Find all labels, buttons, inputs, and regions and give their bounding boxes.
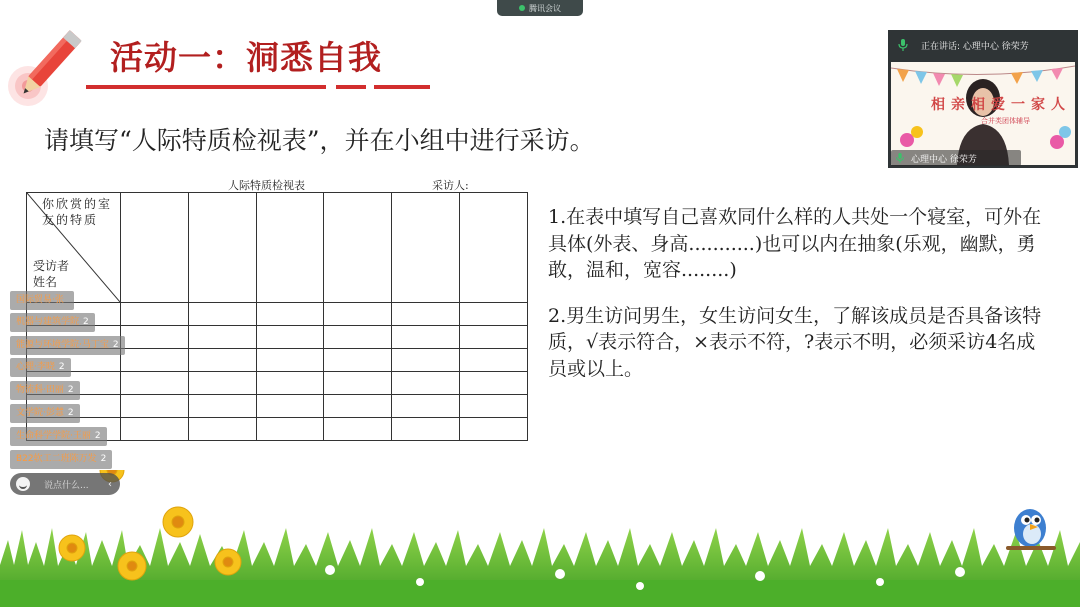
header-trait-label: 你欣赏的室友的特质	[42, 197, 113, 227]
chat-sender: 文学院·彭慧	[16, 408, 64, 418]
table-cell[interactable]	[188, 303, 256, 326]
chat-message	[10, 404, 80, 423]
table-cell[interactable]	[392, 326, 460, 349]
chevron-left-icon[interactable]: ‹	[108, 478, 112, 490]
chat-count: 2	[67, 408, 74, 418]
interviewer-label: 采访人:	[432, 179, 469, 192]
table-cell[interactable]	[392, 418, 460, 441]
chat-sender: 心理·李晓	[16, 362, 55, 372]
chat-count: 2	[94, 431, 101, 441]
chat-sender: 能源与环境学院·马丁宝	[16, 340, 109, 350]
table-cell[interactable]	[256, 418, 324, 441]
slide-title: 活动一：洞悉自我	[110, 38, 382, 77]
table-cell[interactable]	[324, 193, 392, 303]
table-cell[interactable]	[392, 395, 460, 418]
chat-message	[10, 427, 107, 446]
chat-count: 2	[112, 340, 119, 350]
table-cell[interactable]	[324, 372, 392, 395]
chat-count: 2	[83, 317, 89, 327]
meeting-app-tag[interactable]	[497, 0, 583, 16]
table-cell[interactable]	[460, 349, 528, 372]
instruction-notes	[548, 204, 1043, 382]
chat-message	[10, 358, 71, 377]
table-cell[interactable]	[256, 193, 324, 303]
table-cell[interactable]	[121, 193, 189, 303]
chat-sender: 生命科学学院·王丽	[16, 431, 91, 441]
table-row	[27, 303, 528, 326]
table-cell[interactable]	[121, 395, 189, 418]
chat-count: 2	[58, 362, 65, 372]
table-cell[interactable]	[188, 326, 256, 349]
table-cell[interactable]	[188, 372, 256, 395]
table-caption: 人际特质检视表	[228, 179, 305, 192]
banner-subtitle: 合并类团体辅导	[981, 117, 1030, 125]
table-row	[27, 372, 528, 395]
chat-sender: B22软工二班陈万发	[16, 454, 97, 464]
note-1: 1.在表中填写自己喜欢同什么样的人共处一个寝室，可外在具体(外表、身高...........)也可以内在抽象(乐观，幽默，勇敢，温和，宽容........)	[548, 206, 1042, 281]
pencil-icon	[6, 18, 92, 108]
meeting-app-name: 腾讯会议	[529, 3, 561, 13]
table-cell[interactable]	[324, 349, 392, 372]
chat-input-box[interactable]	[10, 473, 120, 495]
header-name-label: 受访者姓名	[33, 259, 70, 289]
table-cell[interactable]	[121, 326, 189, 349]
chat-message	[10, 291, 74, 310]
title-underline-dash	[374, 85, 430, 89]
grass-flowers-decoration	[0, 470, 1080, 607]
chat-message	[10, 450, 112, 469]
table-cell[interactable]	[460, 193, 528, 303]
table-cell[interactable]	[256, 372, 324, 395]
table-cell[interactable]	[460, 418, 528, 441]
speaker-bar	[888, 30, 1078, 60]
table-cell[interactable]	[121, 372, 189, 395]
emoji-icon[interactable]	[16, 477, 30, 491]
banner-text: 相亲相爱一家人	[931, 97, 1071, 113]
chat-sender: 物流科·田丽	[16, 385, 64, 395]
table-cell[interactable]	[121, 349, 189, 372]
instruction-text: 请填写“人际特质检视表”，并在小组中进行采访。	[44, 126, 595, 155]
participant-name-bar	[891, 150, 1021, 166]
note-2: 2.男生访问男生，女生访问女生，了解该成员是否具备该特质，√表示符合，×表示不符，?表示不明，必须采访4名成员或以上。	[548, 304, 1042, 380]
table-cell[interactable]	[188, 395, 256, 418]
table-cell[interactable]	[121, 418, 189, 441]
chat-message	[10, 313, 95, 332]
participant-name: 心理中心 徐荣芳	[911, 154, 977, 165]
table-cell[interactable]	[256, 349, 324, 372]
table-cell[interactable]	[392, 372, 460, 395]
table-cell[interactable]	[188, 193, 256, 303]
speaking-label: 正在讲话: 心理中心 徐荣芳	[921, 41, 1029, 52]
table-corner-cell	[27, 193, 121, 303]
table-cell[interactable]	[392, 193, 460, 303]
chat-message	[10, 336, 125, 355]
trait-checklist-table	[26, 192, 528, 441]
table-cell[interactable]	[460, 395, 528, 418]
table-cell[interactable]	[256, 326, 324, 349]
table-cell[interactable]	[324, 303, 392, 326]
table-cell[interactable]	[460, 372, 528, 395]
table-cell[interactable]	[256, 395, 324, 418]
table-cell[interactable]	[392, 349, 460, 372]
chat-count: 2	[67, 385, 74, 395]
table-cell[interactable]	[188, 418, 256, 441]
chat-input-placeholder[interactable]: 说点什么...	[44, 480, 89, 491]
title-underline-dash	[336, 85, 366, 89]
table-cell[interactable]	[324, 326, 392, 349]
table-cell[interactable]	[460, 326, 528, 349]
microphone-icon	[895, 153, 905, 163]
microphone-icon	[897, 39, 909, 51]
table-cell[interactable]	[121, 303, 189, 326]
chat-sender: 国际贸易·张	[16, 295, 64, 305]
chat-message	[10, 381, 80, 400]
table-row	[27, 395, 528, 418]
chat-sender: 机器与建筑学院	[16, 317, 80, 327]
table-header-row	[27, 193, 528, 303]
status-dot-icon	[519, 5, 525, 11]
video-panel[interactable]	[888, 30, 1078, 168]
chat-count: 2	[100, 454, 107, 464]
table-cell[interactable]	[324, 395, 392, 418]
table-cell[interactable]	[460, 303, 528, 326]
title-underline	[86, 85, 326, 89]
table-cell[interactable]	[256, 303, 324, 326]
table-cell[interactable]	[324, 418, 392, 441]
table-cell[interactable]	[188, 349, 256, 372]
table-cell[interactable]	[392, 303, 460, 326]
